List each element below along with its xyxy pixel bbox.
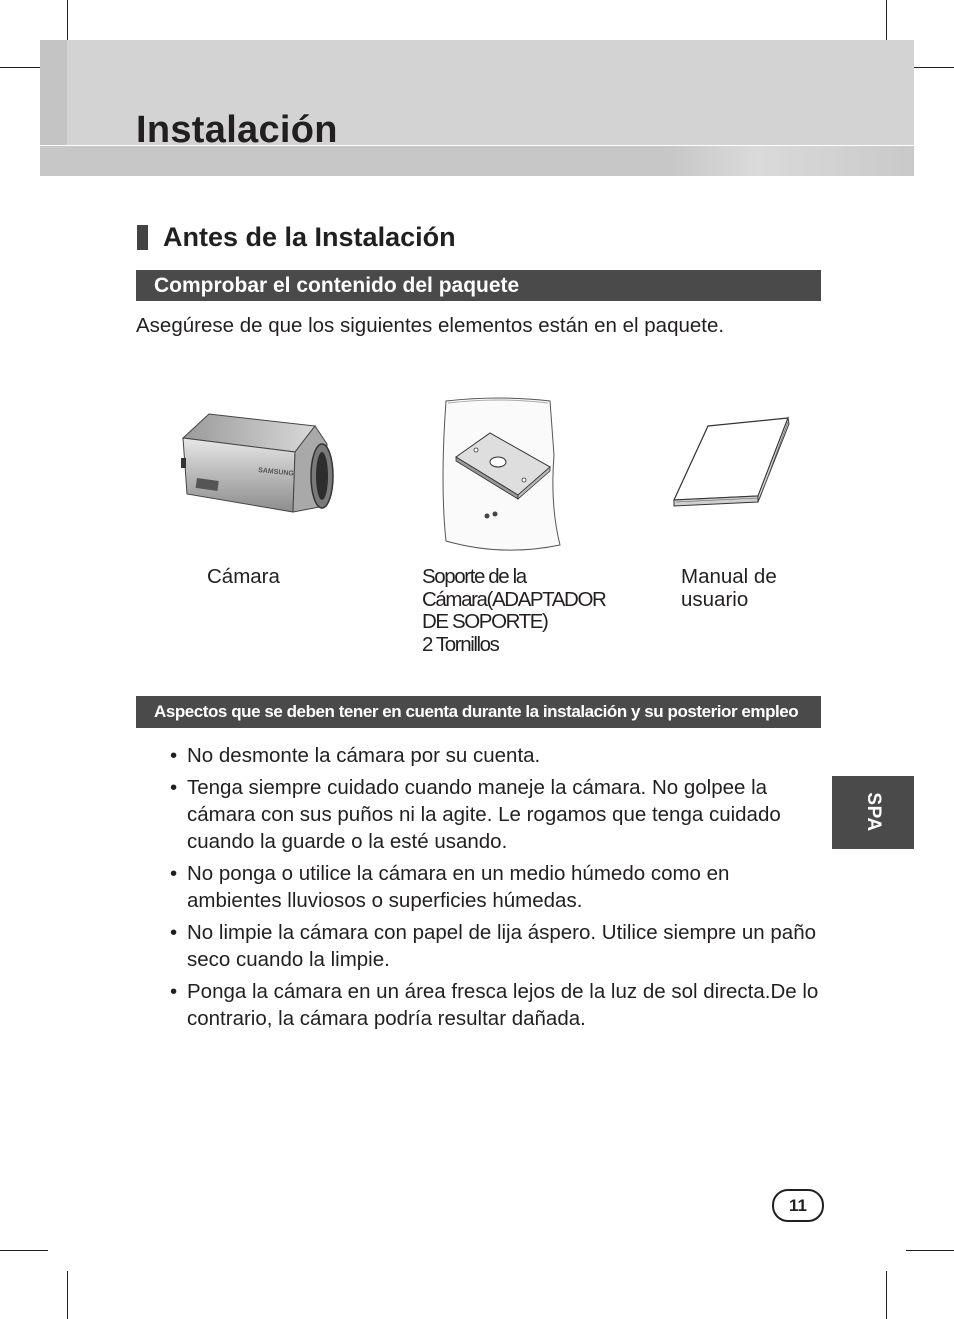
list-item: • No limpie la cámara con papel de lija áspero. Utilice siempre un paño seco cuando la limpie. (170, 921, 816, 971)
page-number: 11 (772, 1189, 824, 1222)
bullet-icon: • (170, 921, 178, 944)
page-title: Instalación (136, 109, 338, 151)
section-marker (137, 225, 148, 250)
list-item: • No ponga o utilice la cámara en un medio húmedo como en ambientes lluviosos o superficies húmedas. (170, 862, 730, 912)
list-item: • Tenga siempre cuidado cuando maneje la cámara. No golpee la cámara con sus puños ni la agite. Le rogamos que tenga cuidado cuando la guarde o la esté usando. (170, 776, 781, 853)
manual-icon (668, 414, 793, 509)
item-label-bracket: Soporte de la Cámara(ADAPTADOR DE SOPORTE) 2 Tornillos (422, 565, 606, 656)
item-label-manual: Manual de usuario (681, 565, 777, 611)
crop-mark (886, 1271, 887, 1319)
package-check-heading: Comprobar el contenido del paquete (154, 274, 520, 297)
language-tab-label: SPA (863, 792, 884, 832)
package-check-bar (136, 270, 821, 301)
bullet-icon: • (170, 744, 178, 767)
package-intro: Asegúrese de que los siguientes elementos están en el paquete. (136, 314, 725, 337)
camera-icon (175, 408, 340, 518)
list-item: • Ponga la cámara en un área fresca lejos de la luz de sol directa.De lo contrario, la cámara podría resultar dañada. (170, 980, 819, 1030)
bullet-icon: • (170, 776, 178, 799)
section-title: Antes de la Instalación (163, 222, 456, 252)
list-item: • No desmonte la cámara por su cuenta. (170, 744, 541, 767)
language-tab (832, 776, 914, 849)
mount-bracket-icon (440, 395, 565, 553)
precautions-heading: Aspectos que se deben tener en cuenta durante la instalación y su posterior empleo (154, 702, 799, 721)
crop-mark (67, 1271, 68, 1319)
bullet-icon: • (170, 862, 178, 885)
precautions-bar (136, 696, 821, 728)
crop-mark (906, 1250, 954, 1251)
crop-mark (0, 1250, 48, 1251)
svg-text:SAMSUNG: SAMSUNG (257, 467, 295, 478)
item-label-camera: Cámara (207, 565, 280, 588)
bullet-icon: • (170, 980, 178, 1003)
precautions-list (170, 742, 820, 1037)
